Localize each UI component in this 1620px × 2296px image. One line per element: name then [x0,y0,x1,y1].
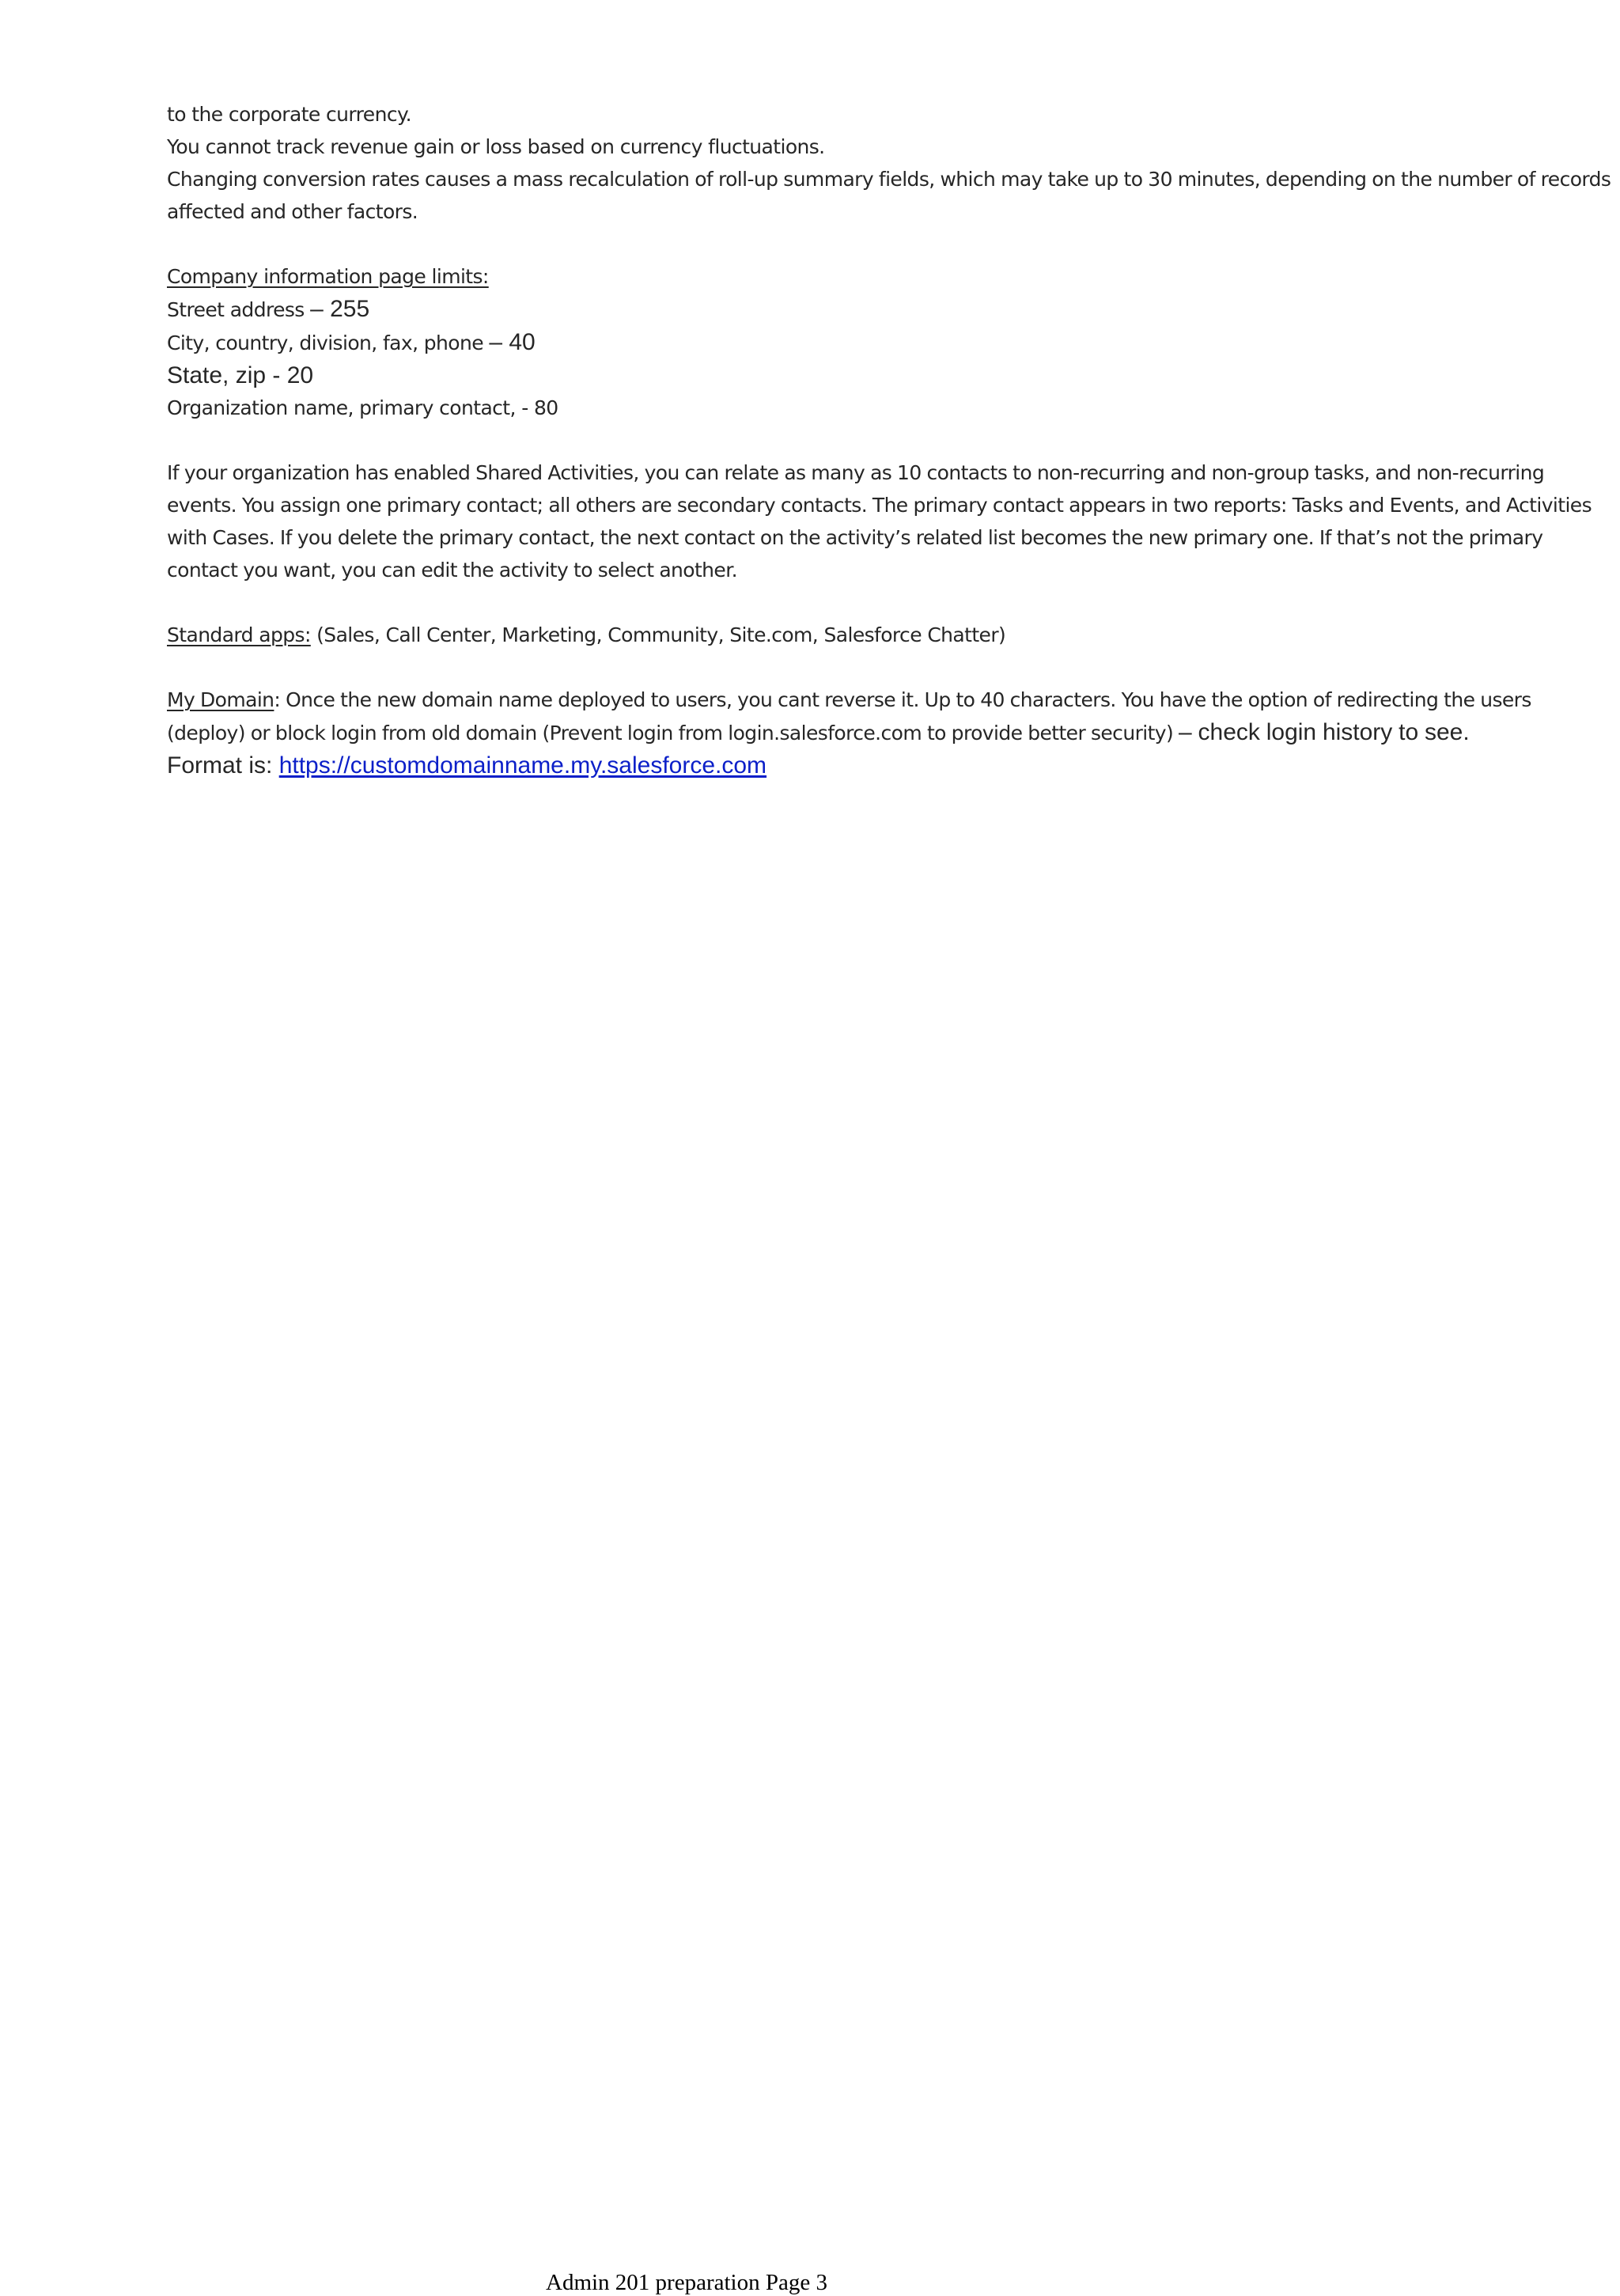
limit-street-value: – 255 [310,296,370,322]
standard-apps-line [167,619,1614,651]
company-limits-heading [167,260,1614,293]
my-domain-tail: – check login history to see. [1179,719,1470,745]
spacer [167,424,1614,457]
my-domain-paragraph [167,684,1614,749]
limit-street-label: Street address [167,298,311,321]
page-footer: Admin 201 preparation Page 3 [546,2270,827,2295]
limit-city-label: City, country, division, fax, phone [167,332,490,354]
my-domain-format-line [167,749,1614,782]
limit-city-value: – 40 [489,329,536,355]
spacer [167,651,1614,684]
my-domain-label: My Domain [167,688,274,711]
custom-domain-link[interactable]: https://customdomainname.my.salesforce.com [278,752,767,779]
page-content [167,98,1614,782]
text-line-currency-fluctuations: You cannot track revenue gain or loss based on currency fluctuations. [167,135,825,158]
limit-organization-name: Organization name, primary contact, - 80 [167,396,558,419]
shared-activities-paragraph: If your organization has enabled Shared Activities, you can relate as many as 10 contacts to non-recurring and non-group tasks, and non-recurring events. You assign one primary contact; all others are secondary contacts. The primary contact appears in two reports: Tasks and Events, and Activities with Cases. If you delete the primary contact, the next contact on the activity’s related list becomes the new primary one. If that’s not the primary contact you want, you can edit the activity to select another. [167,461,1592,582]
spacer [167,586,1614,619]
my-domain-format-label: Format is: [167,752,279,779]
conversion-rates-paragraph: Changing conversion rates causes a mass recalculation of roll-up summary fields, which may take up to 30 minutes, depending on the number of records affected and other factors. [167,168,1611,223]
standard-apps-list: (Sales, Call Center, Marketing, Community, Site.com, Salesforce Chatter) [310,623,1006,646]
my-domain-text: : Once the new domain name deployed to users, you cant reverse it. Up to 40 characters. You have the option of redirecting the users (deploy) or block login from old domain (Prevent login from login.salesforce.com to provide better security) [167,688,1531,744]
text-line-corporate-currency: to the corporate currency. [167,103,411,126]
spacer [167,228,1614,260]
limit-city-country [167,326,1614,359]
company-limits-heading-text: Company information page limits: [167,265,489,288]
limit-street-address [167,293,1614,326]
standard-apps-label: Standard apps: [167,623,311,646]
limit-state-zip: State, zip - 20 [167,362,314,388]
